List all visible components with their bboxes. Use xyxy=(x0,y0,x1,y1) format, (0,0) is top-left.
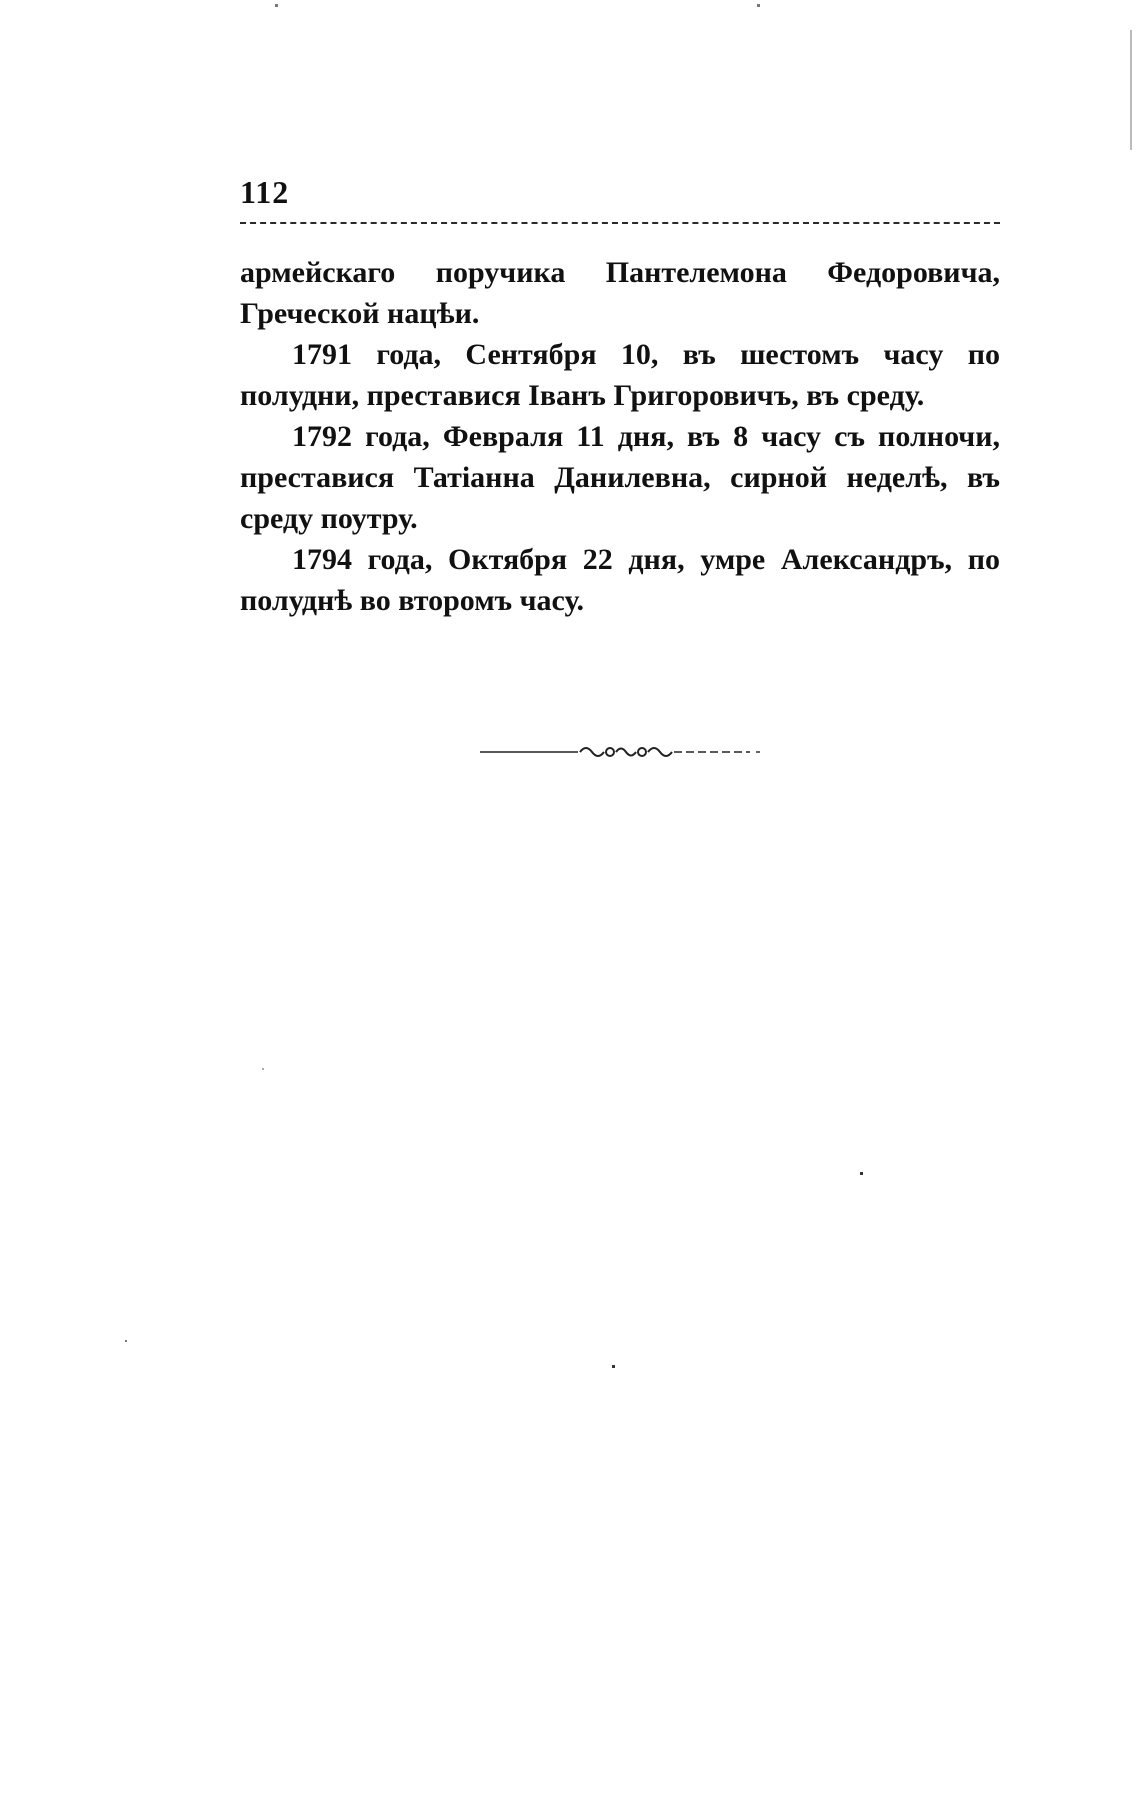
body-text xyxy=(240,252,1000,621)
paragraph-entry-1791: 1791 года, Сентября 10, въ шестомъ часу по полудни, преставися Іванъ Григоровичъ, въ среду. xyxy=(240,338,1000,412)
tailpiece-ornament-icon xyxy=(480,742,770,762)
scan-speck xyxy=(612,1365,615,1368)
page-number: 112 xyxy=(240,174,290,210)
paragraph-entry-1792: 1792 года, Февраля 11 дня, въ 8 часу съ полночи, преставися Татіанна Данилевна, сирной неделѣ, въ среду поутру. xyxy=(240,420,1000,535)
paragraph-entry-1794: 1794 года, Октября 22 дня, умре Александръ, по полуднѣ во второмъ часу. xyxy=(240,543,1000,617)
scan-speck xyxy=(860,1172,863,1175)
scan-speck xyxy=(125,1340,127,1342)
scan-speck xyxy=(275,4,278,7)
paragraph-continuation: армейскаго поручика Пантелемона Федоровича, Греческой нацѣи. xyxy=(240,256,1000,330)
scan-edge-line xyxy=(1130,30,1132,150)
header-rule xyxy=(240,222,1000,224)
scan-speck xyxy=(757,4,760,7)
scan-speck xyxy=(262,1068,264,1070)
